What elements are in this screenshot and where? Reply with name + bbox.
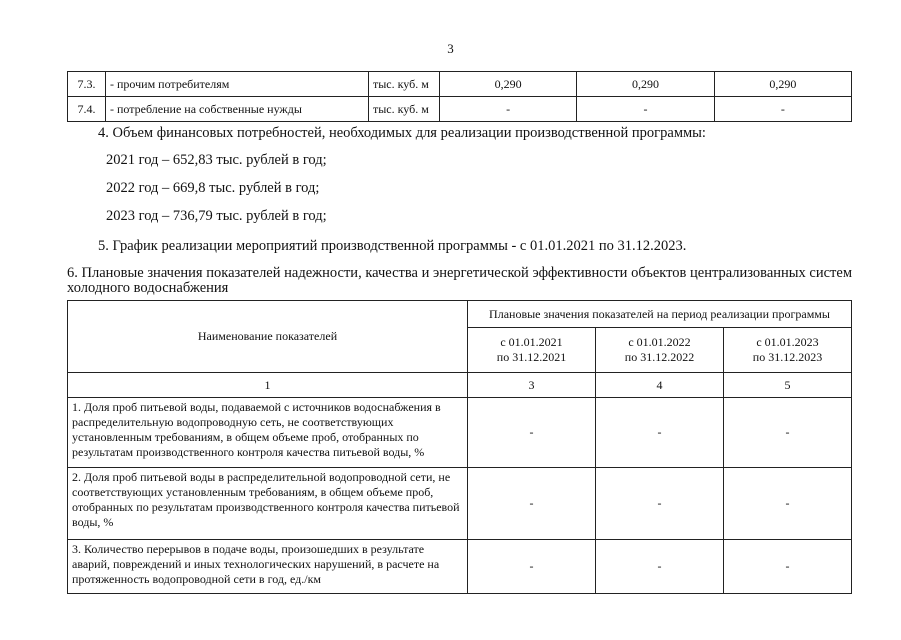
period-to: по 31.12.2021 bbox=[496, 350, 567, 364]
finance-2022: 2022 год – 669,8 тыс. рублей в год; bbox=[106, 180, 320, 196]
value-2022: - bbox=[577, 97, 714, 122]
finance-2021: 2021 год – 652,83 тыс. рублей в год; bbox=[106, 152, 327, 168]
row-number: 7.4. bbox=[68, 97, 106, 122]
table-header-row bbox=[68, 301, 852, 328]
header-period-2023 bbox=[723, 328, 851, 373]
row-number: 7.3. bbox=[68, 72, 106, 97]
value-2021: 0,290 bbox=[440, 72, 577, 97]
consumption-table bbox=[67, 71, 852, 122]
period-from: с 01.01.2023 bbox=[756, 335, 819, 349]
finance-2023: 2023 год – 736,79 тыс. рублей в год; bbox=[106, 208, 327, 224]
indicator-name: 2. Доля проб питьевой воды в распределительной водопроводной сети, не соответствующих установленным требованиям, в общем объеме проб, отобранных по результатам производственного контроля качества питьевой воды, % bbox=[68, 468, 468, 540]
indicator-name: 1. Доля проб питьевой воды, подаваемой с источников водоснабжения в распределительную водопроводную сеть, не соответствующих установленным требованиям, в общем объеме проб, отобранных по результатам производственного контроля качества питьевой воды, % bbox=[68, 398, 468, 468]
header-plan-values: Плановые значения показателей на период реализации программы bbox=[468, 301, 852, 328]
indicator-value: - bbox=[723, 468, 851, 540]
indicator-value: - bbox=[468, 468, 596, 540]
value-2021: - bbox=[440, 97, 577, 122]
indicators-table bbox=[67, 300, 852, 594]
row-unit: тыс. куб. м bbox=[369, 72, 440, 97]
table-row bbox=[68, 540, 852, 594]
column-number: 4 bbox=[595, 373, 723, 398]
column-number: 3 bbox=[468, 373, 596, 398]
indicator-value: - bbox=[723, 540, 851, 594]
row-unit: тыс. куб. м bbox=[369, 97, 440, 122]
indicator-name: 3. Количество перерывов в подаче воды, произошедших в результате аварий, повреждений и иных технологических нарушений, в расчете на протяженность водопроводной сети в год, ед./км bbox=[68, 540, 468, 594]
row-name: - прочим потребителям bbox=[106, 72, 369, 97]
indicator-value: - bbox=[468, 398, 596, 468]
indicator-value: - bbox=[595, 468, 723, 540]
indicator-value: - bbox=[468, 540, 596, 594]
value-2022: 0,290 bbox=[577, 72, 714, 97]
header-period-2021 bbox=[468, 328, 596, 373]
column-number-row bbox=[68, 373, 852, 398]
header-indicator-name: Наименование показателей bbox=[68, 301, 468, 373]
indicator-value: - bbox=[595, 398, 723, 468]
table-row bbox=[68, 97, 852, 122]
table-row bbox=[68, 72, 852, 97]
row-name: - потребление на собственные нужды bbox=[106, 97, 369, 122]
period-to: по 31.12.2023 bbox=[752, 350, 823, 364]
column-number: 5 bbox=[723, 373, 851, 398]
section-4-title: 4. Объем финансовых потребностей, необходимых для реализации производственной программы: bbox=[98, 125, 706, 141]
period-to: по 31.12.2022 bbox=[624, 350, 695, 364]
header-period-2022 bbox=[595, 328, 723, 373]
period-from: с 01.01.2022 bbox=[628, 335, 691, 349]
page-number: 3 bbox=[447, 41, 454, 56]
period-from: с 01.01.2021 bbox=[500, 335, 563, 349]
indicator-value: - bbox=[595, 540, 723, 594]
column-number: 1 bbox=[68, 373, 468, 398]
value-2023: - bbox=[714, 97, 851, 122]
table-row bbox=[68, 468, 852, 540]
value-2023: 0,290 bbox=[714, 72, 851, 97]
section-6-title: 6. Плановые значения показателей надежности, качества и энергетической эффективности объектов централизованных систем холодного водоснабжения bbox=[67, 265, 852, 296]
indicator-value: - bbox=[723, 398, 851, 468]
section-5-text: 5. График реализации мероприятий производственной программы - с 01.01.2021 по 31.12.2023. bbox=[98, 238, 687, 254]
table-row bbox=[68, 398, 852, 468]
